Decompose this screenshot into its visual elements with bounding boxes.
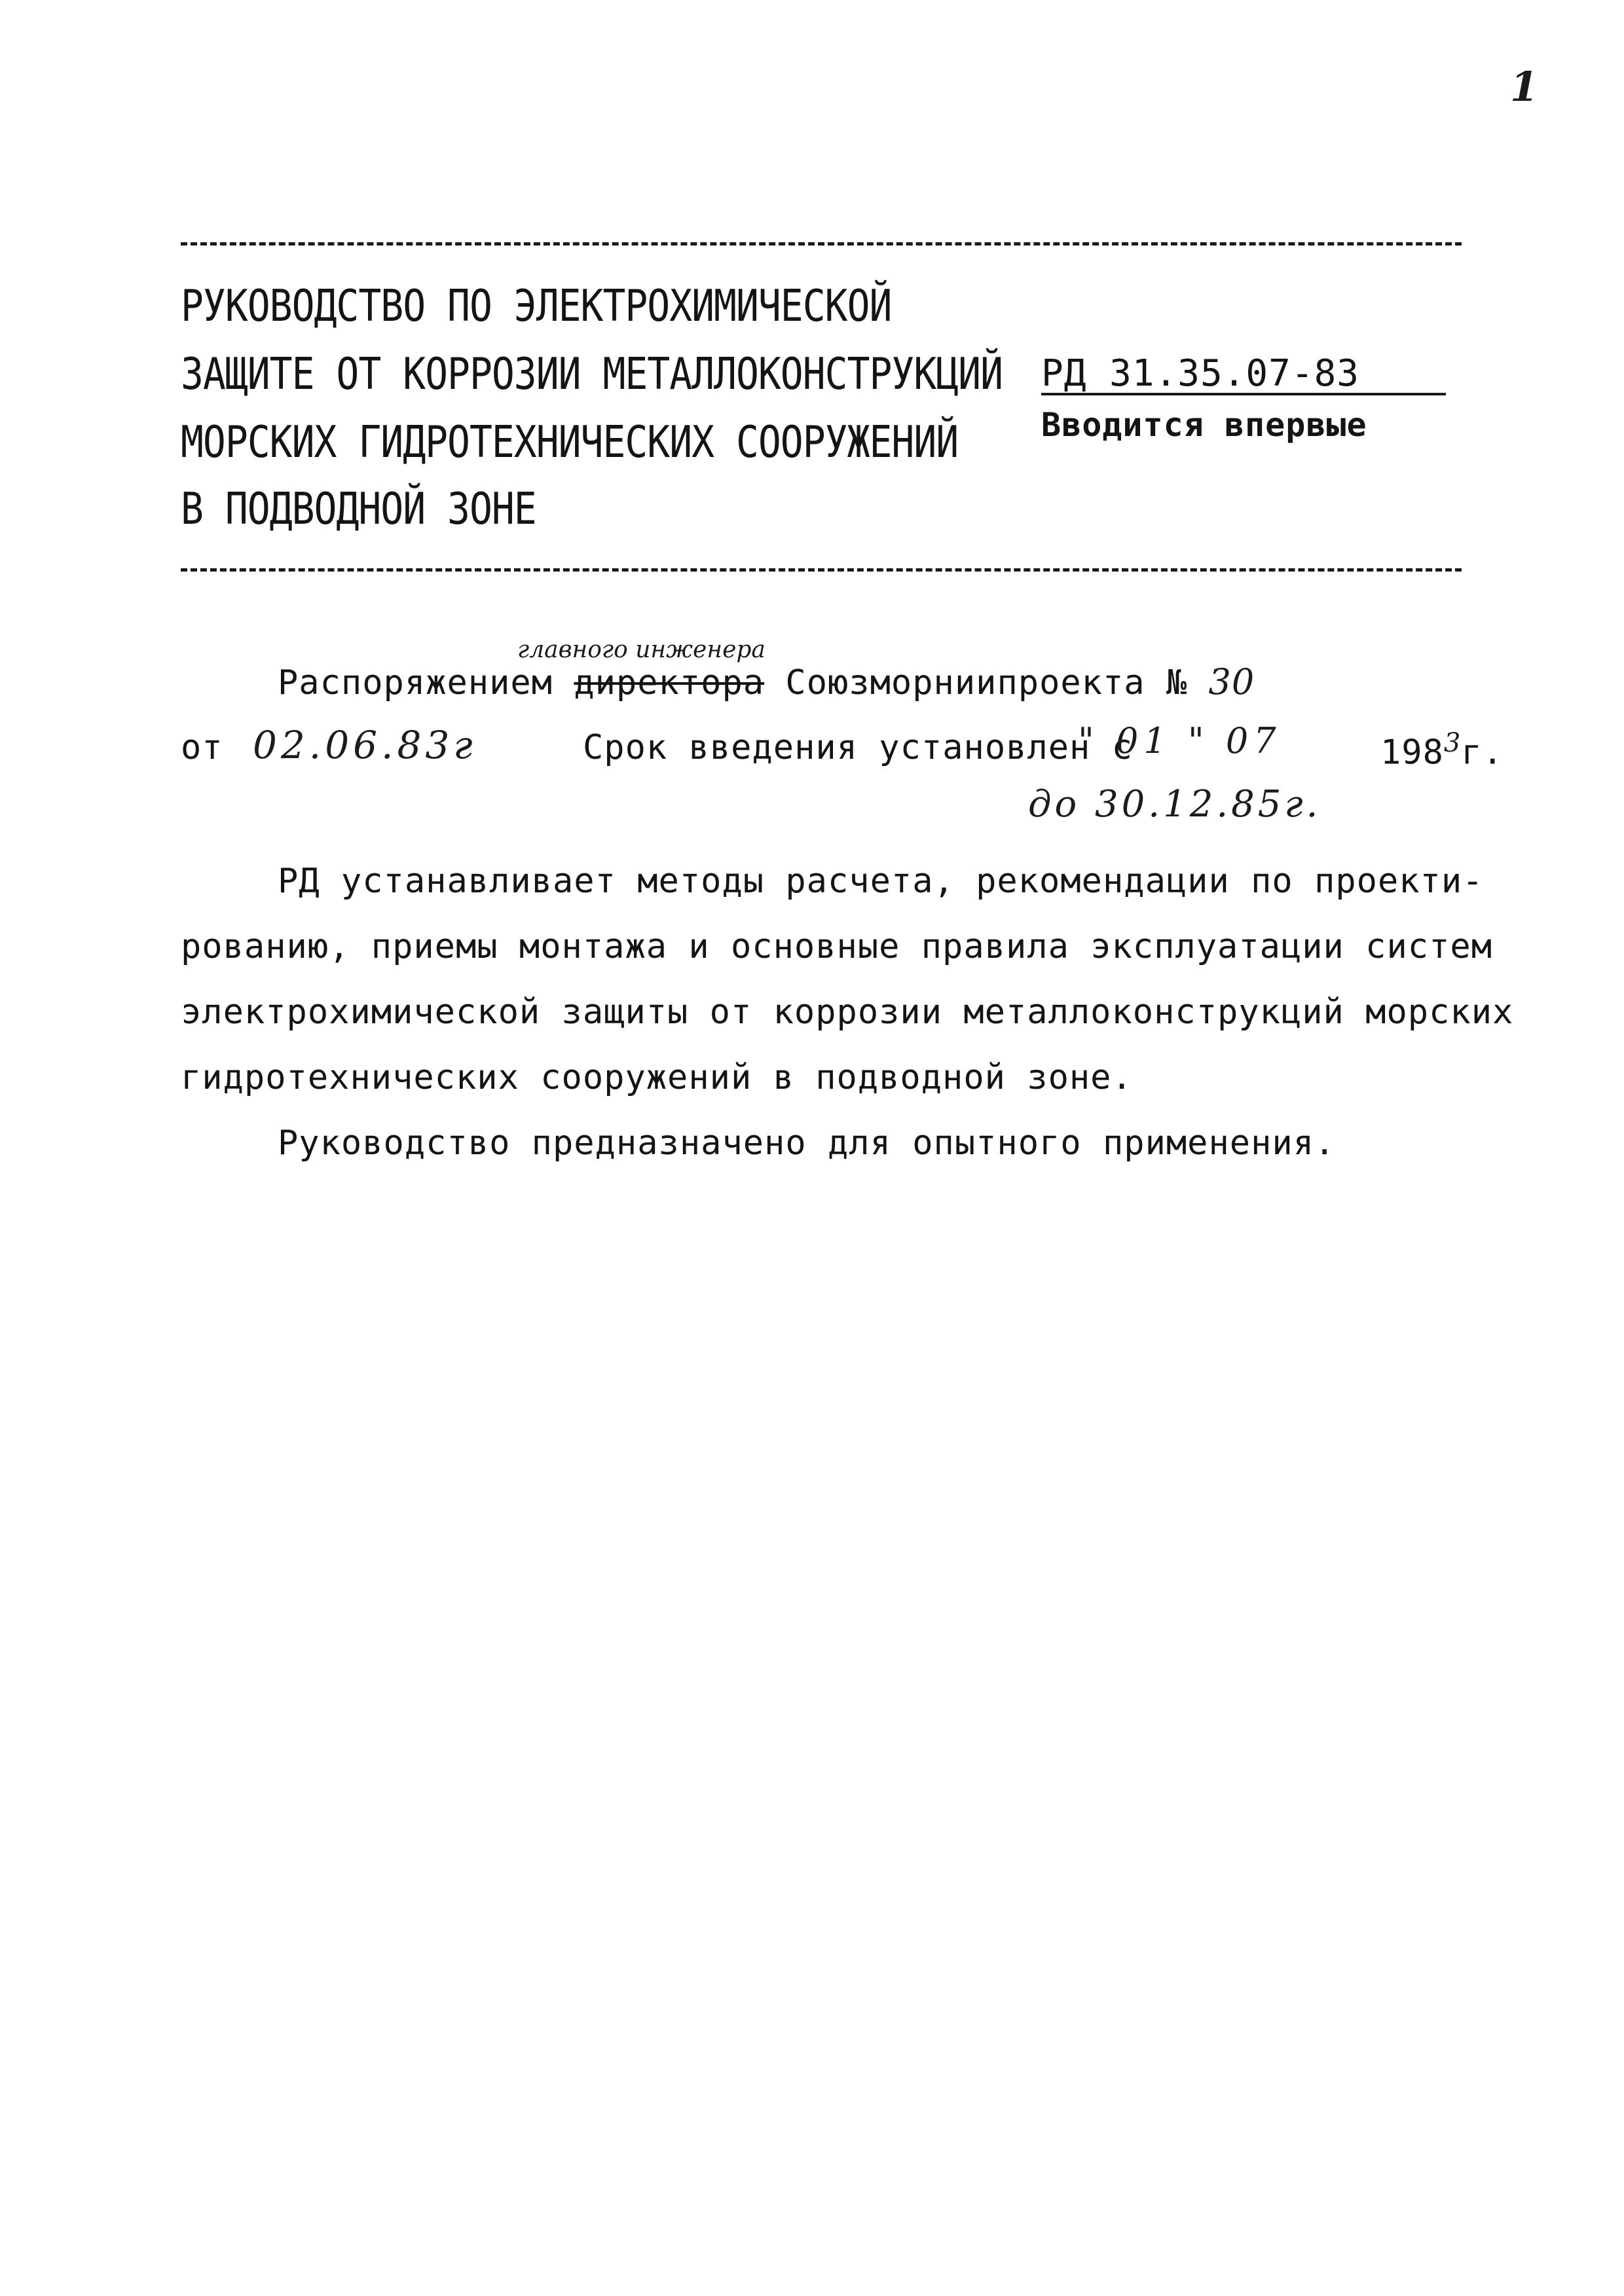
effective-day-month: " 01 " 07 [1078,720,1282,761]
title-line-1: РУКОВОДСТВО ПО ЭЛЕКТРОХИМИЧЕСКОЙ [181,280,892,332]
struck-word: директора [574,663,765,702]
effective-until: до 30.12.85г. [1028,783,1321,826]
effective-label: Срок введения установлен с [583,728,1133,767]
year-suffix: г. [1461,733,1504,773]
paragraph-line-2: рованию, приемы монтажа и основные правила эксплуатации систем [181,927,1493,966]
paragraph-line-1: РД устанавливает методы расчета, рекомендации по проекти- [278,862,1484,901]
page-number: 1 [1510,63,1539,111]
order-line [278,661,1255,702]
year-line [1380,728,1504,772]
order-number: 30 [1208,661,1255,702]
introduced-note: Вводится впервые [1041,406,1367,444]
bottom-dashed-rule [181,568,1462,572]
title-line-2: ЗАЩИТЕ ОТ КОРРОЗИИ МЕТАЛЛОКОНСТРУКЦИЙ [181,348,1003,400]
title-line-3: МОРСКИХ ГИДРОТЕХНИЧЕСКИХ СООРУЖЕНИЙ [181,416,959,468]
paragraph-line-4: гидротехнических сооружений в подводной зоне. [181,1058,1133,1097]
year-hand-digit: 3 [1443,728,1462,758]
from-label: от [181,728,223,767]
top-dashed-rule [181,242,1462,246]
document-code-underline [1041,393,1446,395]
year-prefix: 198 [1380,733,1444,773]
order-date: 02.06.83г [253,723,477,767]
purpose-line: Руководство предназначено для опытного применения. [278,1123,1336,1163]
document-code: РД 31.35.07-83 [1041,352,1360,395]
order-prefix: Распоряжением [278,663,553,702]
paragraph-line-3: электрохимической защиты от коррозии металлоконструкций морских [181,993,1514,1032]
org-label: Союзморниипроекта № [785,663,1188,702]
handwritten-insert: главного инженера [517,636,766,663]
title-line-4: В ПОДВОДНОЙ ЗОНЕ [181,483,536,535]
